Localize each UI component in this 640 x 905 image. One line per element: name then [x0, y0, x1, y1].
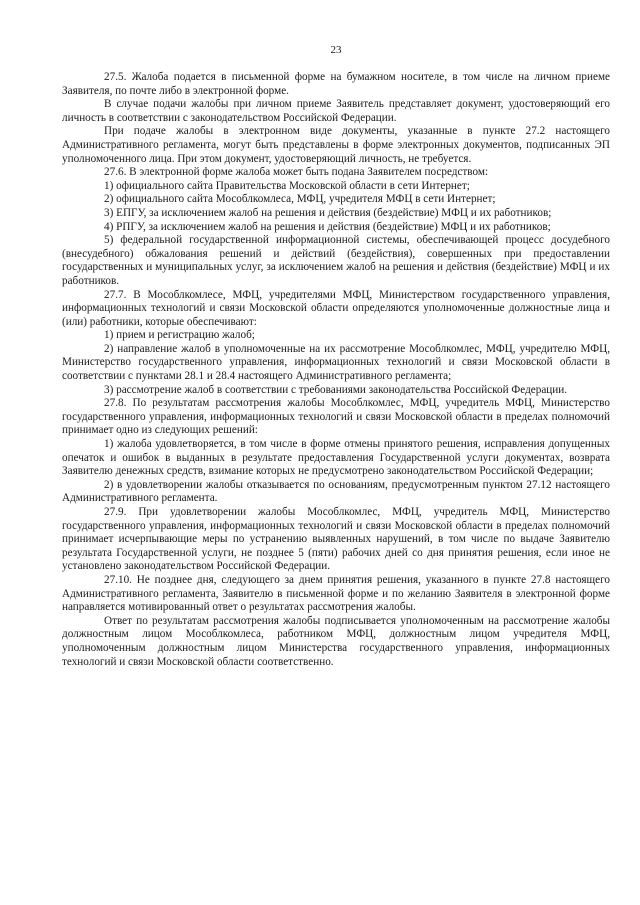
list-item-27-6-1: 1) официального сайта Правительства Московской области в сети Интернет;	[104, 179, 470, 192]
paragraph-personal-reception: В случае подачи жалобы при личном приеме Заявитель представляет документ, удостоверяющий его личность в соответствии с законодательством Российской Федерации.	[62, 98, 610, 124]
list-item-27-7-2: 2) направление жалоб в уполномоченные на их рассмотрение Мособлкомлес, МФЦ, учредителю МФЦ, Министерство государственного управления, информационных технологий и связи Московской области в соответствии с пунктами 28.1 и 28.4 настоящего Административного регламента;	[62, 342, 610, 383]
list-item-27-7-3: 3) рассмотрение жалоб в соответствии с требованиями законодательства Российской Федерации.	[104, 383, 568, 396]
paragraph-electronic-submission: При подаче жалобы в электронном виде документы, указанные в пункте 27.2 настоящего Административного регламента, могут быть представлены в форме электронных документов, подписанных ЭП уполномоченного лица. При этом документ, удостоверяющий личность, не требуется.	[62, 125, 610, 165]
paragraph-27-9: 27.9. При удовлетворении жалобы Мособлкомлес, МФЦ, учредитель МФЦ, Министерство государственного управления, информационных технологий и связи Московской области в пределах полномочий принимает исчерпывающие меры по устранению выявленных нарушений, в том числе по выдаче Заявителю результата Государственной услуги, не позднее 5 (пяти) рабочих дней со дня принятия решения, если иное не установлено законодательством Российской Федерации.	[62, 506, 610, 573]
list-item-27-6-2: 2) официального сайта Мособлкомлеса, МФЦ, учредителя МФЦ в сети Интернет;	[104, 193, 496, 206]
paragraph-response-signature: Ответ по результатам рассмотрения жалобы подписывается уполномоченным на рассмотрение жалобы должностным лицом Мособлкомлеса, работником МФЦ, должностным лицом учредителя МФЦ, уполномоченным должностным лицом Министерства государственного управления, информационных технологий и связи Московской области соответственно.	[62, 614, 610, 668]
paragraph-27-10: 27.10. Не позднее дня, следующего за днем принятия решения, указанного в пункте 27.8 настоящего Административного регламента, Заявителю в письменной форме и по желанию Заявителя в электронной форме направляется мотивированный ответ о результатах рассмотрения жалобы.	[62, 573, 610, 614]
list-item-27-6-4: 4) РПГУ, за исключением жалоб на решения и действия (бездействие) МФЦ и их работников;	[104, 220, 551, 233]
paragraph-27-7: 27.7. В Мособлкомлесе, МФЦ, учредителями МФЦ, Министерством государственного управления, информационных технологий и связи Московской области определяются уполномоченные должностные лица и (или) работники, которые обеспечивают:	[62, 288, 610, 328]
paragraph-27-5: 27.5. Жалоба подается в письменной форме на бумажном носителе, в том числе на личном приеме Заявителя, по почте либо в электронной форме.	[62, 71, 610, 97]
paragraph-27-8: 27.8. По результатам рассмотрения жалобы Мособлкомлес, МФЦ, учредитель МФЦ, Министерство государственного управления, информационных технологий и связи Московской области в пределах полномочий принимает одно из следующих решений:	[62, 397, 610, 437]
list-item-27-7-1: 1) прием и регистрацию жалоб;	[104, 329, 255, 342]
list-item-27-6-5: 5) федеральной государственной информационной системы, обеспечивающей процесс досудебного (внесудебного) обжалования решений и действий (бездействия), совершенных при предоставлении государственных и муниципальных услуг, за исключением жалоб на решения и действия (бездействие) МФЦ и их работников.	[62, 234, 610, 287]
list-item-27-8-1: 1) жалоба удовлетворяется, в том числе в форме отмены принятого решения, исправления допущенных опечаток и ошибок в выданных в результате предоставления Государственной услуги документах, возврата Заявителю денежных средств, взимание которых не предусмотрено законодательством Российской Федерации;	[62, 438, 610, 478]
list-item-27-8-2: 2) в удовлетворении жалобы отказывается по основаниям, предусмотренным пунктом 27.12 настоящего Административного регламента.	[62, 478, 610, 505]
page-number: 23	[330, 44, 342, 56]
list-item-27-6-3: 3) ЕПГУ, за исключением жалоб на решения и действия (бездействие) МФЦ и их работников;	[104, 206, 552, 219]
paragraph-27-6: 27.6. В электронной форме жалоба может быть подана Заявителем посредством:	[104, 166, 489, 179]
